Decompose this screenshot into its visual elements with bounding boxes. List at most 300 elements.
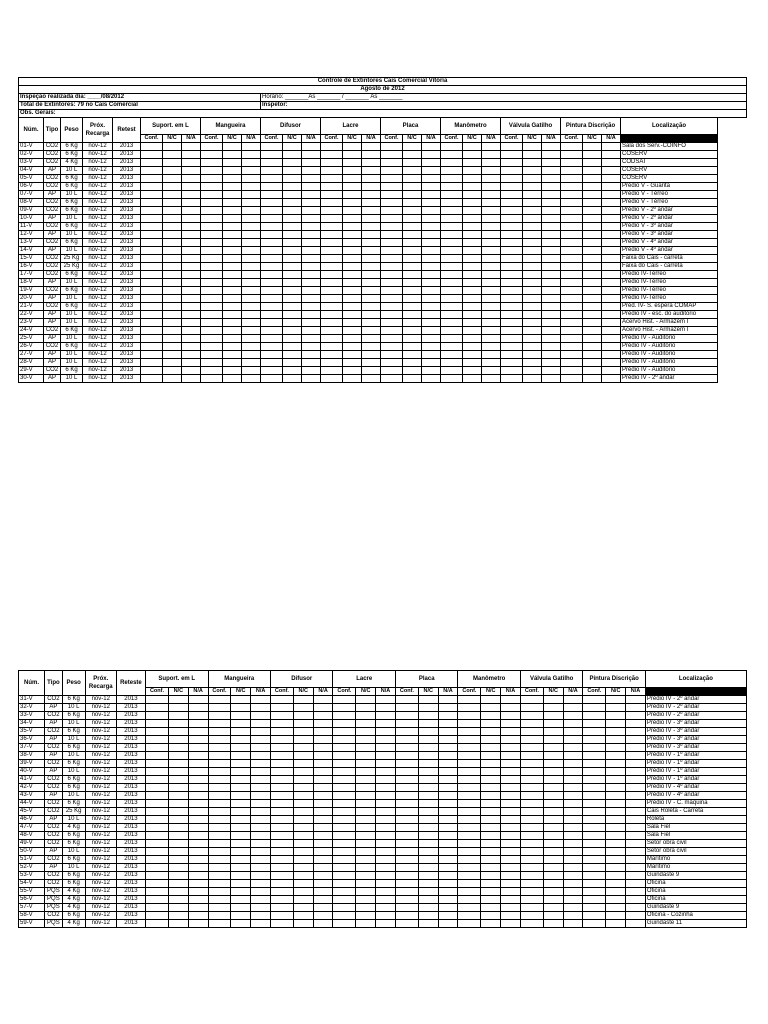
check-cell[interactable]: [313, 856, 333, 864]
check-cell[interactable]: [321, 367, 343, 375]
check-cell[interactable]: [302, 359, 321, 367]
check-cell[interactable]: [188, 872, 208, 880]
check-cell[interactable]: [293, 800, 313, 808]
check-cell[interactable]: [602, 279, 621, 287]
check-cell[interactable]: [188, 768, 208, 776]
check-cell[interactable]: [482, 231, 501, 239]
check-cell[interactable]: [523, 327, 542, 335]
check-cell[interactable]: [403, 367, 422, 375]
check-cell[interactable]: [520, 904, 543, 912]
check-cell[interactable]: [543, 824, 563, 832]
check-cell[interactable]: [356, 728, 376, 736]
check-cell[interactable]: [583, 199, 602, 207]
check-cell[interactable]: [501, 856, 521, 864]
check-cell[interactable]: [376, 696, 396, 704]
check-cell[interactable]: [293, 776, 313, 784]
check-cell[interactable]: [362, 223, 381, 231]
check-cell[interactable]: [501, 159, 523, 167]
check-cell[interactable]: [231, 848, 251, 856]
check-cell[interactable]: [188, 808, 208, 816]
check-cell[interactable]: [542, 159, 561, 167]
check-cell[interactable]: [362, 151, 381, 159]
check-cell[interactable]: [606, 744, 626, 752]
check-cell[interactable]: [501, 295, 523, 303]
check-cell[interactable]: [201, 191, 223, 199]
check-cell[interactable]: [251, 856, 271, 864]
check-cell[interactable]: [542, 199, 561, 207]
check-cell[interactable]: [302, 335, 321, 343]
check-cell[interactable]: [481, 904, 501, 912]
check-cell[interactable]: [395, 704, 418, 712]
check-cell[interactable]: [321, 271, 343, 279]
check-cell[interactable]: [463, 327, 482, 335]
check-cell[interactable]: [201, 143, 223, 151]
check-cell[interactable]: [441, 183, 463, 191]
check-cell[interactable]: [563, 824, 583, 832]
check-cell[interactable]: [293, 704, 313, 712]
check-cell[interactable]: [163, 215, 182, 223]
check-cell[interactable]: [458, 920, 481, 928]
check-cell[interactable]: [293, 816, 313, 824]
check-cell[interactable]: [463, 375, 482, 383]
check-cell[interactable]: [141, 167, 163, 175]
check-cell[interactable]: [270, 752, 293, 760]
check-cell[interactable]: [543, 832, 563, 840]
check-cell[interactable]: [542, 375, 561, 383]
check-cell[interactable]: [543, 896, 563, 904]
check-cell[interactable]: [563, 768, 583, 776]
check-cell[interactable]: [313, 776, 333, 784]
check-cell[interactable]: [283, 367, 302, 375]
check-cell[interactable]: [188, 824, 208, 832]
check-cell[interactable]: [395, 768, 418, 776]
check-cell[interactable]: [403, 183, 422, 191]
check-cell[interactable]: [146, 888, 169, 896]
check-cell[interactable]: [458, 856, 481, 864]
check-cell[interactable]: [542, 263, 561, 271]
check-cell[interactable]: [418, 808, 438, 816]
check-cell[interactable]: [626, 840, 646, 848]
check-cell[interactable]: [602, 287, 621, 295]
check-cell[interactable]: [561, 303, 583, 311]
check-cell[interactable]: [362, 271, 381, 279]
check-cell[interactable]: [231, 880, 251, 888]
check-cell[interactable]: [626, 824, 646, 832]
check-cell[interactable]: [321, 223, 343, 231]
check-cell[interactable]: [606, 848, 626, 856]
check-cell[interactable]: [606, 880, 626, 888]
check-cell[interactable]: [463, 151, 482, 159]
check-cell[interactable]: [293, 768, 313, 776]
check-cell[interactable]: [146, 728, 169, 736]
check-cell[interactable]: [270, 776, 293, 784]
check-cell[interactable]: [458, 784, 481, 792]
check-cell[interactable]: [270, 888, 293, 896]
check-cell[interactable]: [188, 792, 208, 800]
check-cell[interactable]: [563, 728, 583, 736]
check-cell[interactable]: [208, 752, 231, 760]
check-cell[interactable]: [251, 904, 271, 912]
check-cell[interactable]: [463, 255, 482, 263]
check-cell[interactable]: [458, 696, 481, 704]
check-cell[interactable]: [168, 920, 188, 928]
check-cell[interactable]: [283, 191, 302, 199]
check-cell[interactable]: [302, 231, 321, 239]
check-cell[interactable]: [141, 247, 163, 255]
check-cell[interactable]: [293, 808, 313, 816]
check-cell[interactable]: [563, 872, 583, 880]
check-cell[interactable]: [403, 279, 422, 287]
check-cell[interactable]: [403, 287, 422, 295]
check-cell[interactable]: [441, 303, 463, 311]
check-cell[interactable]: [163, 151, 182, 159]
check-cell[interactable]: [376, 704, 396, 712]
check-cell[interactable]: [168, 736, 188, 744]
check-cell[interactable]: [313, 792, 333, 800]
check-cell[interactable]: [283, 287, 302, 295]
check-cell[interactable]: [583, 263, 602, 271]
check-cell[interactable]: [418, 736, 438, 744]
check-cell[interactable]: [223, 239, 242, 247]
check-cell[interactable]: [343, 295, 362, 303]
check-cell[interactable]: [583, 247, 602, 255]
check-cell[interactable]: [563, 752, 583, 760]
check-cell[interactable]: [313, 920, 333, 928]
check-cell[interactable]: [561, 255, 583, 263]
check-cell[interactable]: [395, 760, 418, 768]
check-cell[interactable]: [261, 359, 283, 367]
check-cell[interactable]: [458, 808, 481, 816]
check-cell[interactable]: [441, 151, 463, 159]
check-cell[interactable]: [542, 295, 561, 303]
check-cell[interactable]: [482, 279, 501, 287]
check-cell[interactable]: [223, 167, 242, 175]
check-cell[interactable]: [242, 351, 261, 359]
check-cell[interactable]: [251, 824, 271, 832]
check-cell[interactable]: [201, 151, 223, 159]
check-cell[interactable]: [441, 319, 463, 327]
check-cell[interactable]: [333, 704, 356, 712]
check-cell[interactable]: [542, 359, 561, 367]
check-cell[interactable]: [583, 808, 606, 816]
check-cell[interactable]: [201, 375, 223, 383]
check-cell[interactable]: [542, 247, 561, 255]
check-cell[interactable]: [356, 888, 376, 896]
check-cell[interactable]: [321, 199, 343, 207]
check-cell[interactable]: [482, 215, 501, 223]
check-cell[interactable]: [481, 808, 501, 816]
check-cell[interactable]: [208, 848, 231, 856]
check-cell[interactable]: [438, 824, 458, 832]
check-cell[interactable]: [602, 231, 621, 239]
check-cell[interactable]: [418, 920, 438, 928]
check-cell[interactable]: [208, 880, 231, 888]
check-cell[interactable]: [583, 327, 602, 335]
check-cell[interactable]: [208, 832, 231, 840]
check-cell[interactable]: [563, 848, 583, 856]
check-cell[interactable]: [168, 720, 188, 728]
check-cell[interactable]: [201, 255, 223, 263]
check-cell[interactable]: [395, 728, 418, 736]
check-cell[interactable]: [283, 183, 302, 191]
check-cell[interactable]: [438, 736, 458, 744]
check-cell[interactable]: [520, 896, 543, 904]
check-cell[interactable]: [313, 704, 333, 712]
check-cell[interactable]: [458, 792, 481, 800]
check-cell[interactable]: [501, 720, 521, 728]
check-cell[interactable]: [463, 239, 482, 247]
check-cell[interactable]: [438, 752, 458, 760]
check-cell[interactable]: [182, 271, 201, 279]
check-cell[interactable]: [542, 335, 561, 343]
check-cell[interactable]: [463, 167, 482, 175]
check-cell[interactable]: [251, 800, 271, 808]
check-cell[interactable]: [242, 159, 261, 167]
check-cell[interactable]: [418, 776, 438, 784]
check-cell[interactable]: [293, 696, 313, 704]
check-cell[interactable]: [395, 880, 418, 888]
check-cell[interactable]: [481, 832, 501, 840]
check-cell[interactable]: [163, 375, 182, 383]
check-cell[interactable]: [482, 335, 501, 343]
check-cell[interactable]: [501, 143, 523, 151]
check-cell[interactable]: [168, 888, 188, 896]
check-cell[interactable]: [270, 728, 293, 736]
check-cell[interactable]: [422, 143, 441, 151]
check-cell[interactable]: [422, 303, 441, 311]
check-cell[interactable]: [561, 319, 583, 327]
check-cell[interactable]: [481, 696, 501, 704]
check-cell[interactable]: [223, 295, 242, 303]
check-cell[interactable]: [321, 231, 343, 239]
check-cell[interactable]: [321, 351, 343, 359]
check-cell[interactable]: [458, 832, 481, 840]
check-cell[interactable]: [542, 287, 561, 295]
check-cell[interactable]: [362, 295, 381, 303]
check-cell[interactable]: [141, 359, 163, 367]
check-cell[interactable]: [362, 191, 381, 199]
check-cell[interactable]: [520, 864, 543, 872]
check-cell[interactable]: [561, 359, 583, 367]
check-cell[interactable]: [188, 752, 208, 760]
check-cell[interactable]: [313, 784, 333, 792]
check-cell[interactable]: [481, 920, 501, 928]
check-cell[interactable]: [146, 904, 169, 912]
check-cell[interactable]: [163, 327, 182, 335]
check-cell[interactable]: [208, 864, 231, 872]
check-cell[interactable]: [168, 864, 188, 872]
check-cell[interactable]: [523, 183, 542, 191]
check-cell[interactable]: [602, 199, 621, 207]
check-cell[interactable]: [231, 760, 251, 768]
check-cell[interactable]: [626, 720, 646, 728]
check-cell[interactable]: [523, 287, 542, 295]
check-cell[interactable]: [583, 223, 602, 231]
check-cell[interactable]: [302, 199, 321, 207]
check-cell[interactable]: [482, 183, 501, 191]
check-cell[interactable]: [422, 151, 441, 159]
check-cell[interactable]: [343, 183, 362, 191]
check-cell[interactable]: [501, 231, 523, 239]
check-cell[interactable]: [563, 808, 583, 816]
check-cell[interactable]: [302, 295, 321, 303]
check-cell[interactable]: [381, 143, 403, 151]
check-cell[interactable]: [481, 816, 501, 824]
check-cell[interactable]: [438, 704, 458, 712]
check-cell[interactable]: [441, 199, 463, 207]
check-cell[interactable]: [438, 696, 458, 704]
check-cell[interactable]: [270, 744, 293, 752]
check-cell[interactable]: [602, 367, 621, 375]
check-cell[interactable]: [376, 864, 396, 872]
check-cell[interactable]: [302, 159, 321, 167]
check-cell[interactable]: [626, 816, 646, 824]
check-cell[interactable]: [141, 207, 163, 215]
check-cell[interactable]: [481, 840, 501, 848]
check-cell[interactable]: [523, 319, 542, 327]
check-cell[interactable]: [146, 896, 169, 904]
check-cell[interactable]: [441, 263, 463, 271]
check-cell[interactable]: [523, 215, 542, 223]
check-cell[interactable]: [602, 151, 621, 159]
check-cell[interactable]: [362, 359, 381, 367]
check-cell[interactable]: [251, 768, 271, 776]
check-cell[interactable]: [146, 832, 169, 840]
check-cell[interactable]: [141, 303, 163, 311]
check-cell[interactable]: [626, 736, 646, 744]
check-cell[interactable]: [208, 888, 231, 896]
check-cell[interactable]: [381, 167, 403, 175]
check-cell[interactable]: [201, 199, 223, 207]
check-cell[interactable]: [501, 800, 521, 808]
check-cell[interactable]: [418, 744, 438, 752]
check-cell[interactable]: [403, 223, 422, 231]
check-cell[interactable]: [168, 760, 188, 768]
check-cell[interactable]: [223, 175, 242, 183]
check-cell[interactable]: [501, 151, 523, 159]
check-cell[interactable]: [321, 359, 343, 367]
check-cell[interactable]: [441, 351, 463, 359]
check-cell[interactable]: [542, 311, 561, 319]
check-cell[interactable]: [418, 888, 438, 896]
check-cell[interactable]: [302, 343, 321, 351]
check-cell[interactable]: [583, 728, 606, 736]
check-cell[interactable]: [563, 920, 583, 928]
check-cell[interactable]: [362, 159, 381, 167]
check-cell[interactable]: [201, 215, 223, 223]
check-cell[interactable]: [333, 720, 356, 728]
check-cell[interactable]: [188, 760, 208, 768]
check-cell[interactable]: [602, 343, 621, 351]
check-cell[interactable]: [163, 159, 182, 167]
check-cell[interactable]: [261, 279, 283, 287]
check-cell[interactable]: [583, 712, 606, 720]
check-cell[interactable]: [223, 143, 242, 151]
check-cell[interactable]: [362, 143, 381, 151]
check-cell[interactable]: [463, 367, 482, 375]
check-cell[interactable]: [520, 912, 543, 920]
check-cell[interactable]: [542, 303, 561, 311]
check-cell[interactable]: [418, 856, 438, 864]
check-cell[interactable]: [168, 776, 188, 784]
check-cell[interactable]: [313, 840, 333, 848]
check-cell[interactable]: [356, 696, 376, 704]
check-cell[interactable]: [583, 191, 602, 199]
check-cell[interactable]: [523, 343, 542, 351]
check-cell[interactable]: [201, 223, 223, 231]
check-cell[interactable]: [561, 247, 583, 255]
check-cell[interactable]: [302, 367, 321, 375]
check-cell[interactable]: [561, 271, 583, 279]
check-cell[interactable]: [356, 776, 376, 784]
check-cell[interactable]: [481, 824, 501, 832]
check-cell[interactable]: [458, 712, 481, 720]
check-cell[interactable]: [302, 175, 321, 183]
check-cell[interactable]: [481, 760, 501, 768]
check-cell[interactable]: [333, 792, 356, 800]
check-cell[interactable]: [356, 768, 376, 776]
check-cell[interactable]: [606, 704, 626, 712]
check-cell[interactable]: [501, 832, 521, 840]
check-cell[interactable]: [333, 728, 356, 736]
check-cell[interactable]: [501, 327, 523, 335]
check-cell[interactable]: [356, 704, 376, 712]
check-cell[interactable]: [231, 792, 251, 800]
check-cell[interactable]: [458, 864, 481, 872]
check-cell[interactable]: [302, 191, 321, 199]
check-cell[interactable]: [208, 704, 231, 712]
check-cell[interactable]: [606, 816, 626, 824]
check-cell[interactable]: [251, 696, 271, 704]
check-cell[interactable]: [208, 776, 231, 784]
check-cell[interactable]: [188, 712, 208, 720]
check-cell[interactable]: [146, 744, 169, 752]
check-cell[interactable]: [418, 704, 438, 712]
check-cell[interactable]: [463, 215, 482, 223]
check-cell[interactable]: [270, 832, 293, 840]
check-cell[interactable]: [523, 367, 542, 375]
check-cell[interactable]: [542, 175, 561, 183]
check-cell[interactable]: [583, 824, 606, 832]
check-cell[interactable]: [481, 704, 501, 712]
check-cell[interactable]: [231, 800, 251, 808]
check-cell[interactable]: [418, 912, 438, 920]
check-cell[interactable]: [583, 792, 606, 800]
check-cell[interactable]: [313, 800, 333, 808]
check-cell[interactable]: [543, 696, 563, 704]
check-cell[interactable]: [602, 143, 621, 151]
check-cell[interactable]: [438, 848, 458, 856]
check-cell[interactable]: [223, 367, 242, 375]
check-cell[interactable]: [403, 167, 422, 175]
check-cell[interactable]: [583, 375, 602, 383]
check-cell[interactable]: [422, 223, 441, 231]
check-cell[interactable]: [481, 792, 501, 800]
check-cell[interactable]: [602, 311, 621, 319]
check-cell[interactable]: [542, 183, 561, 191]
check-cell[interactable]: [270, 880, 293, 888]
check-cell[interactable]: [283, 239, 302, 247]
check-cell[interactable]: [168, 912, 188, 920]
check-cell[interactable]: [523, 335, 542, 343]
check-cell[interactable]: [261, 143, 283, 151]
check-cell[interactable]: [381, 343, 403, 351]
check-cell[interactable]: [163, 191, 182, 199]
check-cell[interactable]: [343, 199, 362, 207]
check-cell[interactable]: [626, 808, 646, 816]
check-cell[interactable]: [313, 880, 333, 888]
check-cell[interactable]: [542, 343, 561, 351]
